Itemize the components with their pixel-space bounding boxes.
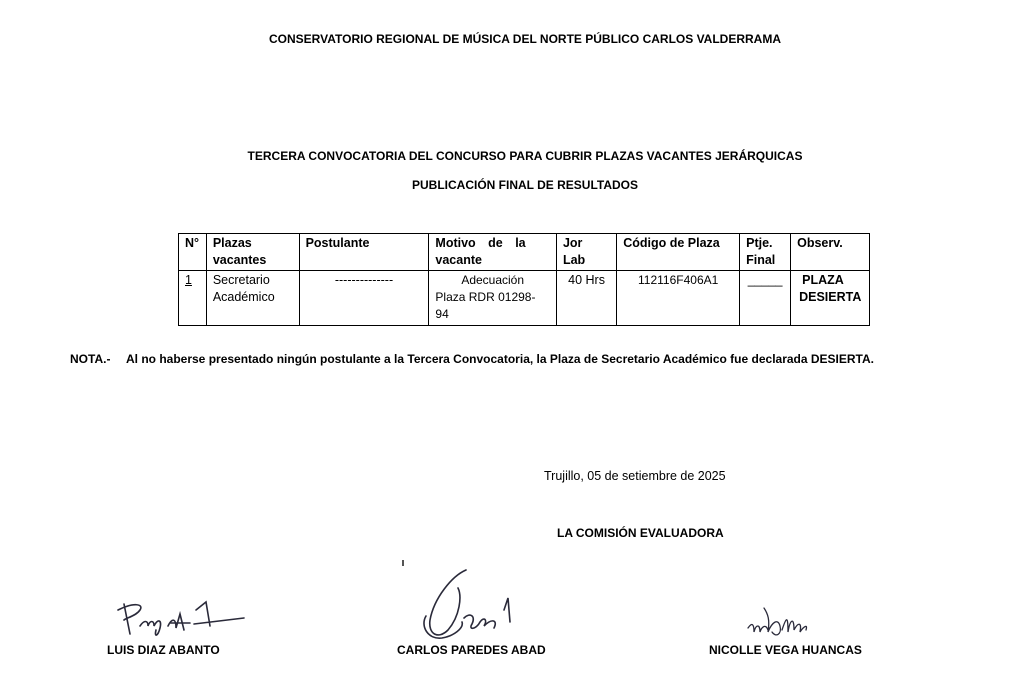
cell-plaza [206, 271, 299, 326]
header-motivo-line1: Motivo de la [435, 236, 526, 250]
header-jor-line1: Jor [562, 236, 583, 250]
note [70, 352, 874, 366]
scan-mark [402, 560, 404, 566]
header-plazas-line1: Plazas [212, 236, 252, 250]
publication-title: PUBLICACIÓN FINAL DE RESULTADOS [411, 178, 638, 192]
cell-motivo [429, 271, 557, 326]
cell-observ [791, 271, 870, 326]
header-ptje-line2: Final [746, 253, 776, 267]
cell-plaza-line1: Secretario [212, 273, 270, 287]
signatory-name-1: LUIS DIAZ ABANTO [107, 643, 220, 657]
cell-ptje: _____ [740, 271, 791, 326]
cell-observ-line2: DESIERTA [799, 290, 862, 304]
commission-title: LA COMISIÓN EVALUADORA [557, 526, 724, 540]
header-num [179, 234, 207, 271]
header-jor [556, 234, 616, 271]
table-header-row [179, 234, 870, 271]
header-motivo [429, 234, 557, 271]
header-codigo-label: Código de Plaza [623, 236, 720, 250]
cell-motivo-line1: Adecuación [461, 273, 525, 287]
header-ptje-line1: Ptje. [746, 236, 773, 250]
results-table [178, 233, 870, 326]
header-codigo [617, 234, 740, 271]
header-plazas-line2: vacantes [212, 253, 267, 267]
cell-num: 1 [179, 271, 207, 326]
signatory-name-2: CARLOS PAREDES ABAD [397, 643, 546, 657]
cell-motivo-line3: 94 [435, 307, 449, 321]
cell-jor: 40 Hrs [556, 271, 616, 326]
header-observ [791, 234, 870, 271]
header-postulante-label: Postulante [305, 236, 370, 250]
signatory-name-3: NICOLLE VEGA HUANCAS [709, 643, 862, 657]
signature-3-icon [742, 604, 812, 644]
signature-1-icon [110, 596, 260, 646]
signature-2-icon [414, 568, 524, 648]
note-text: Al no haberse presentado ningún postulante a la Tercera Convocatoria, la Plaza de Secretario Académico fue declarada DESIERTA. [126, 352, 874, 366]
header-ptje [740, 234, 791, 271]
header-plazas [206, 234, 299, 271]
cell-observ-line1: PLAZA [802, 273, 844, 287]
place-date: Trujillo, 05 de setiembre de 2025 [544, 469, 726, 483]
header-motivo-line2: vacante [435, 253, 482, 267]
header-postulante [299, 234, 429, 271]
cell-codigo: 112116F406A1 [617, 271, 740, 326]
header-num-label: N° [185, 236, 200, 250]
cell-postulante: -------------- [299, 271, 429, 326]
call-title: TERCERA CONVOCATORIA DEL CONCURSO PARA CUBRIR PLAZAS VACANTES JERÁRQUICAS [247, 149, 803, 163]
institution-title: CONSERVATORIO REGIONAL DE MÚSICA DEL NORTE PÚBLICO CARLOS VALDERRAMA [268, 32, 782, 46]
header-jor-line2: Lab [562, 253, 586, 267]
cell-plaza-line2: Académico [212, 290, 275, 304]
cell-motivo-line2: Plaza RDR 01298- [435, 290, 536, 304]
note-label: NOTA.- [70, 352, 111, 366]
header-observ-label: Observ. [797, 236, 843, 250]
table-row [179, 271, 870, 326]
